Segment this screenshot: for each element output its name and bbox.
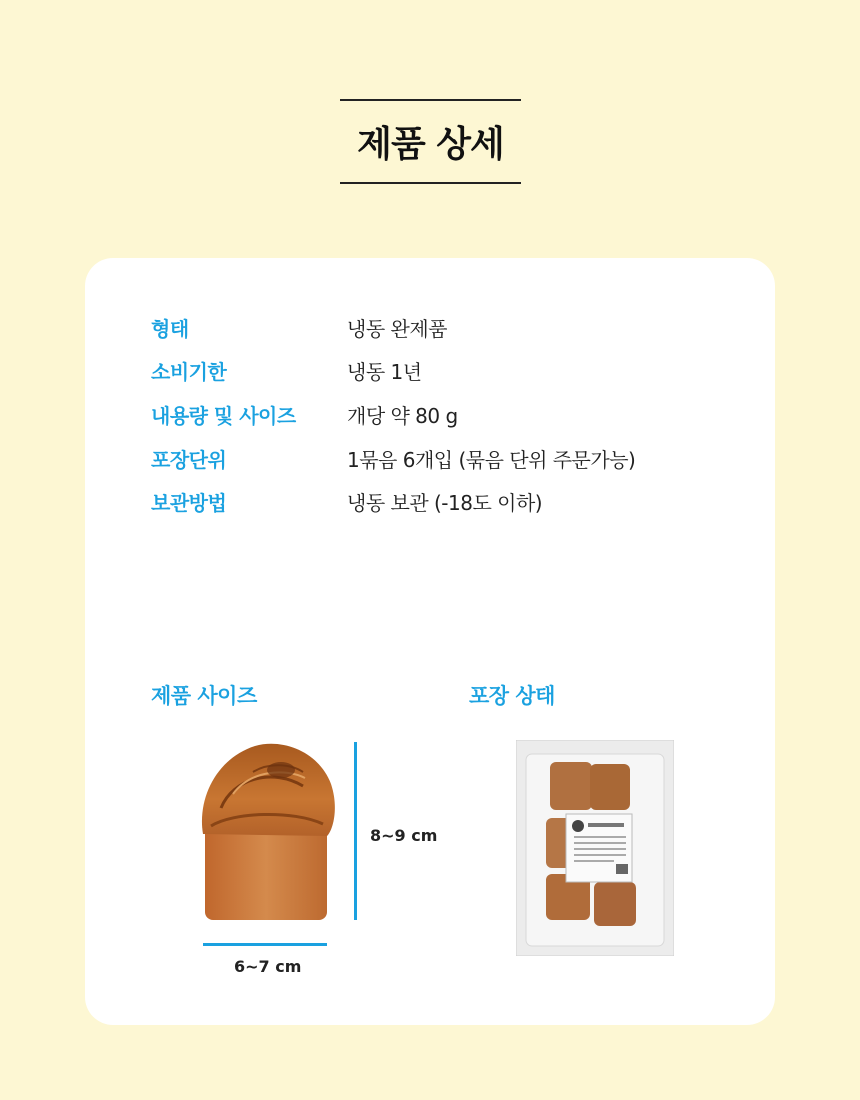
- spec-row-expiry: [151, 355, 422, 385]
- package-image: [516, 740, 674, 956]
- page-title-frame: [340, 99, 521, 184]
- spec-row-weight-size: [151, 399, 458, 429]
- package-section-title: 포장 상태: [469, 684, 555, 708]
- page-title: 제품 상세: [357, 124, 504, 165]
- size-section-title: 제품 사이즈: [151, 684, 257, 708]
- spec-value: 냉동 완제품: [347, 316, 447, 341]
- spec-row-storage: [151, 486, 542, 516]
- spec-label: 포장단위: [151, 447, 227, 472]
- spec-label: 소비기한: [151, 359, 227, 384]
- height-label: 8~9 cm: [370, 826, 438, 845]
- spec-label: 내용량 및 사이즈: [151, 403, 296, 428]
- bread-image: [193, 738, 339, 924]
- spec-label: 형태: [151, 316, 189, 341]
- spec-value: 냉동 1년: [347, 359, 422, 384]
- width-label: 6~7 cm: [234, 957, 302, 976]
- spec-label: 보관방법: [151, 490, 227, 515]
- spec-value: 냉동 보관 (-18도 이하): [347, 490, 543, 515]
- spec-row-package-unit: [151, 443, 635, 473]
- spec-row-form: [151, 312, 447, 342]
- height-dimension-line: [354, 742, 357, 920]
- spec-value: 개당 약 80 g: [347, 403, 458, 428]
- spec-value: 1묶음 6개입 (묶음 단위 주문가능): [347, 447, 636, 472]
- width-dimension-line: [203, 943, 327, 946]
- product-detail-card: [85, 258, 775, 1025]
